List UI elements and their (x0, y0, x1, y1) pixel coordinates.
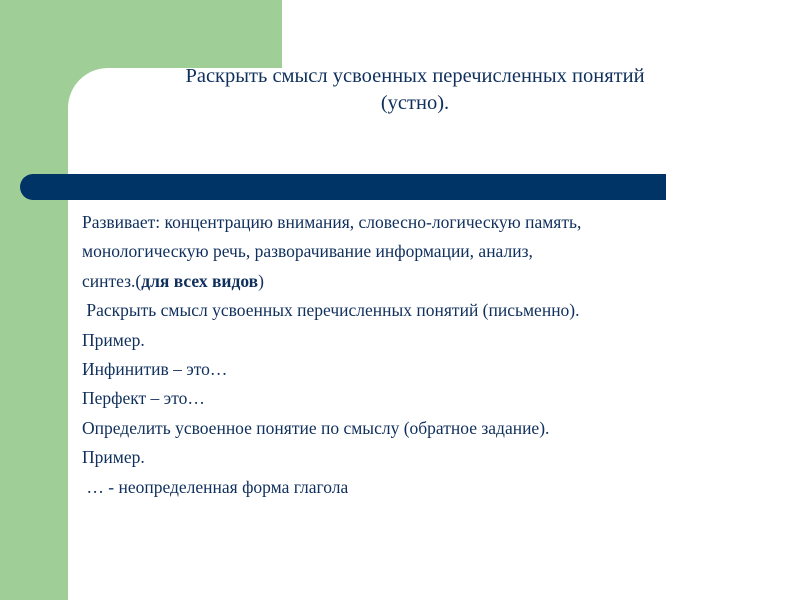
body-line-1: Развивает: концентрацию внимания, словесно-логическую память, (82, 212, 582, 232)
slide-body (82, 208, 782, 502)
navy-divider-band (20, 174, 666, 200)
slide-title (100, 63, 730, 117)
body-line-9: Пример. (82, 447, 145, 468)
title-line-2: (устно). (380, 92, 450, 114)
body-line-3-prefix: синтез.( (82, 270, 142, 291)
body-line-4: Раскрыть смысл усвоенных перечисленных понятий (письменно). (82, 300, 580, 321)
body-line-10: … - неопределенная форма глагола (82, 476, 349, 497)
body-line-3-bold: для всех видов (141, 270, 259, 291)
left-green-bar (0, 0, 68, 600)
body-line-2: монологическую речь, разворачивание информации, анализ, (82, 241, 533, 262)
body-line-3 (82, 267, 782, 296)
body-line-6: Инфинитив – это… (82, 359, 228, 380)
body-line-7: Перфект – это… (82, 388, 205, 409)
body-line-3-suffix: ) (258, 270, 264, 291)
body-line-8: Определить усвоенное понятие по смыслу (обратное задание). (82, 417, 550, 438)
body-line-5: Пример. (82, 329, 145, 350)
top-green-block (68, 0, 282, 68)
title-line-1: Раскрыть смысл усвоенных перечисленных понятий (185, 65, 645, 87)
